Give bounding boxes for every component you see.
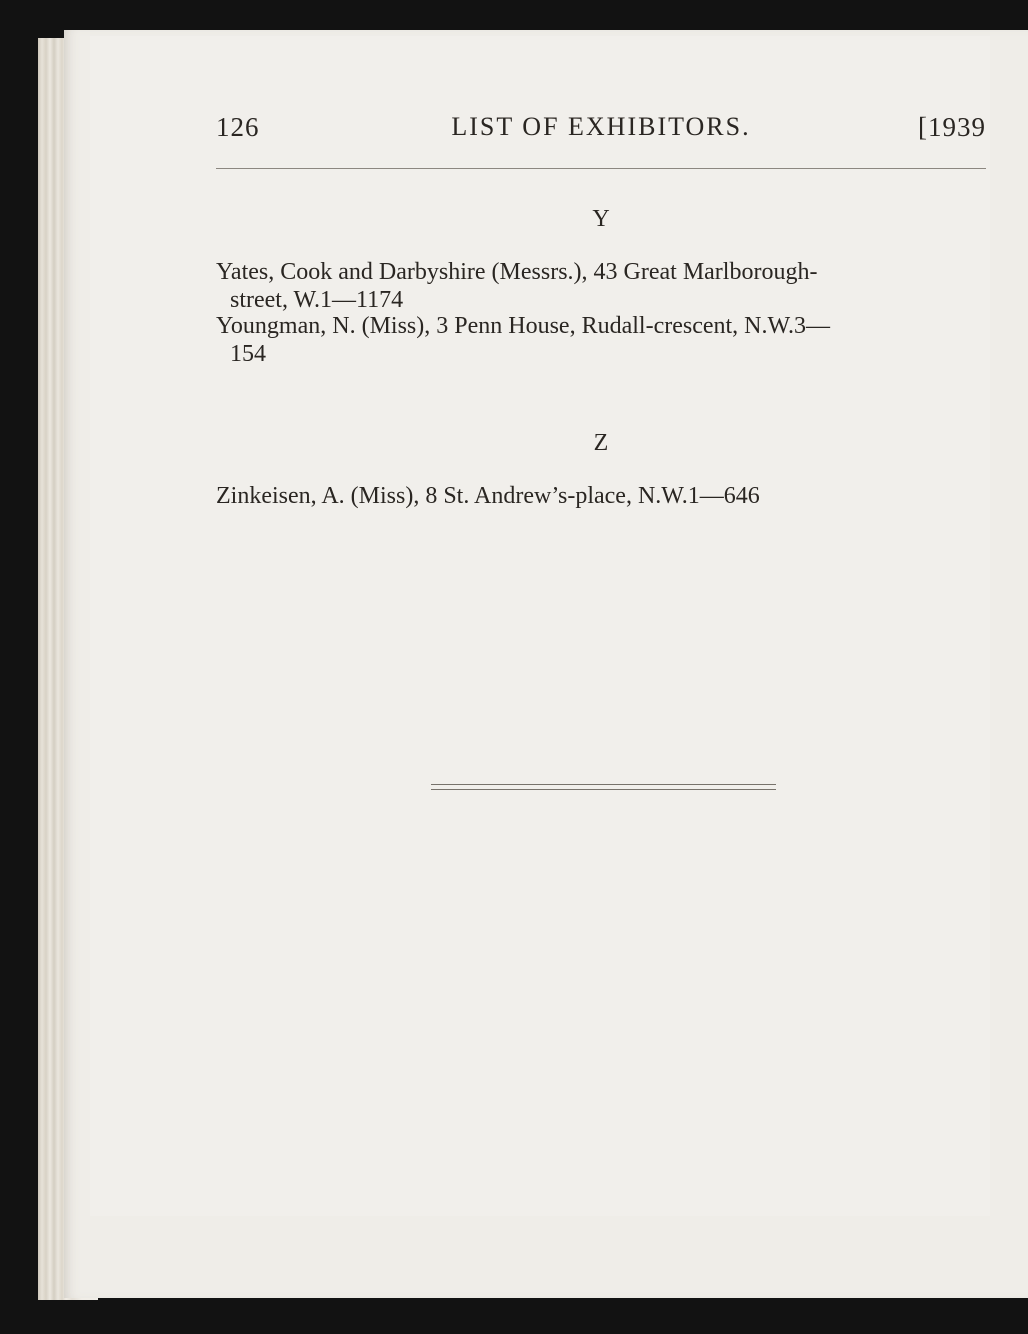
header-rule (216, 168, 986, 169)
section-letter-y: Y (592, 206, 610, 232)
entry-line: Yates, Cook and Darbyshire (Messrs.), 43 Great Marlborough- (216, 259, 818, 285)
page-number: 126 (216, 112, 260, 142)
entry-continuation: 154 (230, 341, 266, 367)
running-title: LIST OF EXHIBITORS. (451, 112, 751, 141)
running-year: [1939 (918, 112, 986, 142)
exhibitor-entry (216, 482, 991, 510)
exhibitor-entry (216, 312, 991, 368)
end-double-rule (431, 784, 776, 790)
exhibitor-entry (216, 258, 991, 314)
entry-line: Youngman, N. (Miss), 3 Penn House, Rudall-crescent, N.W.3— (216, 313, 830, 339)
running-head (216, 112, 986, 152)
section-letter-z: Z (593, 430, 609, 456)
entry-continuation: street, W.1—1174 (230, 287, 404, 313)
entry-line: Zinkeisen, A. (Miss), 8 St. Andrew’s-place, N.W.1—646 (216, 483, 760, 509)
